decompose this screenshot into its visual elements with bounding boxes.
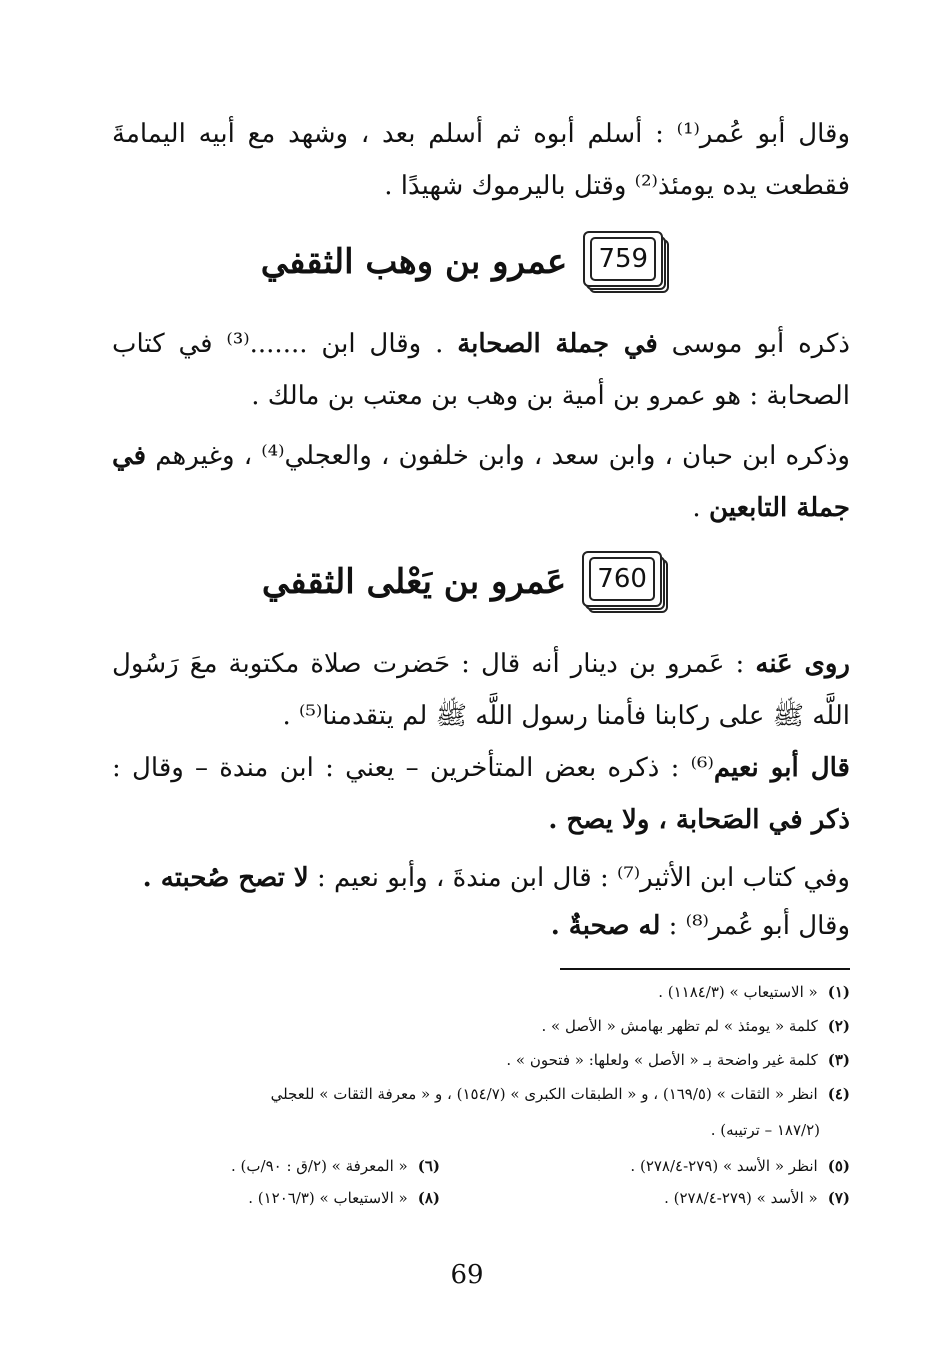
entry-heading-759 <box>0 222 934 302</box>
entry-title: عمرو بن وهب الثقفي <box>260 242 568 282</box>
footnote-separator <box>560 968 850 970</box>
entry-760-paragraph-2: قال أبو نعيم⁽⁶⁾ : ذكره بعض المتأخرين – يعني : ابن مندة – وقال : ذكر في الصَحابة ، ولا يصح . <box>112 753 850 835</box>
footnote: (٤)انظر « الثقات » (١٦٩/٥) ، و « الطبقات الكبرى » (١٥٤/٧) ، و « معرفة الثقات » للعجلي <box>270 1085 850 1103</box>
intro-paragraph <box>112 108 850 212</box>
entry-number-badge <box>583 231 673 293</box>
entry-759-paragraph-2: وذكره ابن حبان ، وابن سعد ، وابن خلفون ، والعجلي⁽⁴⁾ ، وغيرهم في جملة التابعين . <box>112 441 850 523</box>
footnote: (٨)« الاستيعاب » (١٢٠٦/٣) . <box>248 1189 440 1207</box>
footnote: (١)« الاستيعاب » (١١٨٤/٣) . <box>658 983 850 1001</box>
entry-heading-760 <box>0 542 934 622</box>
entry-760-paragraph-4: وقال أبو عُمر⁽⁸⁾ : له صحبةٌ . <box>550 911 850 941</box>
footnote: (٧)« الأسد » (٢٧٩-٢٧٨/٤) . <box>664 1189 850 1207</box>
footnote: (٣)كلمة غير واضحة بـ « الأصل » ولعلها: « فتحون » . <box>506 1051 850 1069</box>
intro-text: وقال أبو عُمر⁽¹⁾ : أسلم أبوه ثم أسلم بعد ، وشهد مع أبيه اليمامةَ فقطعت يده يومئذ⁽²⁾ وقتل باليرموك شهيدًا . <box>112 119 850 201</box>
entry-760-paragraph-3: وفي كتاب ابن الأثير⁽⁷⁾ : قال ابن مندةَ ، وأبو نعيم : لا تصح صُحبته . <box>142 863 850 893</box>
entry-760-paragraph-1: روى عَنه : عَمرو بن دينار أنه قال : حَضرت صلاة مكتوبة معَ رَسُول اللَّه ﷺ على ركابنا فأمنا رسول اللَّه ﷺ لم يتقدمنا⁽⁵⁾ . <box>112 649 850 731</box>
entry-number: 760 <box>589 557 655 601</box>
footnote: (٥)انظر « الأسد » (٢٧٩-٢٧٨/٤) . <box>630 1157 850 1175</box>
entry-number-badge <box>582 551 672 613</box>
entry-759-paragraph-1: ذكره أبو موسى في جملة الصحابة . وقال ابن .......⁽³⁾ في كتاب الصحابة : هو عمرو بن أمية بن وهب بن معتب بن مالك . <box>112 329 850 411</box>
footnote: (٢)كلمة « يومئذ » لم تظهر بهامش « الأصل » . <box>541 1017 850 1035</box>
footnote: (٦)« المعرفة » (٢/ق : ٩٠/ب) . <box>231 1157 440 1175</box>
page-number: 69 <box>450 1260 484 1290</box>
entry-title: عَمرو بن يَعْلى الثقفي <box>261 562 567 602</box>
entry-number: 759 <box>590 237 656 281</box>
footnote-continuation: (١٨٧/٢ – ترتيبه) . <box>710 1121 820 1139</box>
